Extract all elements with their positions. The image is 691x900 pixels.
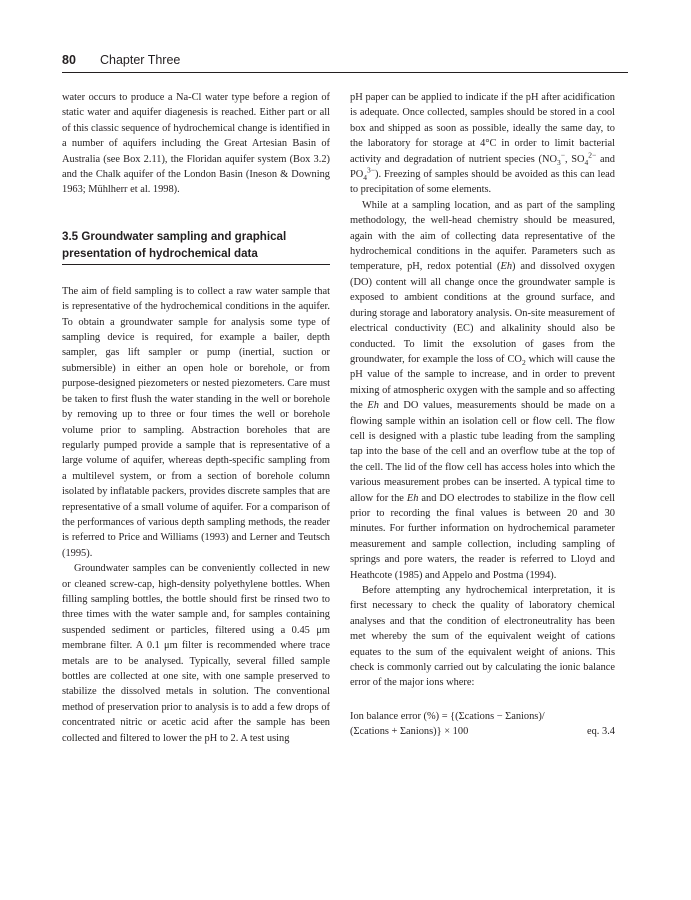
page-number: 80 — [62, 53, 76, 67]
text-run: While at a sampling location, and as part of the sampling methodology, the well-head chemistry should be measured, again with the aim of collecting data representative of the hydrochemical conditions in the aquifer. Parameters such as temperature, pH, redox potential ( — [350, 199, 615, 273]
text-run: and DO electrodes to stabilize in the flow cell prior to recording the final values is between 20 and 30 minutes. For further information on hydrochemical parameter measurement and sample collection, including sampling of springs and pore waters, the reader is referred to Lloyd and Heathcote (1985) and Appelo and Postma (1994). — [350, 492, 616, 581]
section-heading — [62, 228, 330, 265]
eh-symbol: Eh — [367, 400, 379, 412]
left-column — [62, 90, 330, 746]
paragraph-intro-continued: water occurs to produce a Na-Cl water type before a region of static water and aquifer diagenesis is reached. Either part or all of this classic sequence of hydrochemical change is identified in a number of aquifers including the Great Artesian Basin of Australia (see Box 2.11), the Floridan aquifer system (Box 3.2) and the Chalk aquifer of the London Basin (Ineson & Downing 1963; Mühlherr et al. 1998). — [62, 92, 330, 196]
right-column — [350, 90, 615, 740]
running-header — [62, 50, 628, 74]
equation-ion-balance — [350, 709, 615, 740]
paragraph-ph-storage — [350, 90, 615, 198]
chapter-title: Chapter Three — [100, 53, 181, 67]
text-run: and PO — [350, 153, 615, 181]
text-run: ). Freezing of samples should be avoided as this can lead to precipitation of some elements. — [350, 169, 615, 196]
paragraph-sample-bottles: Groundwater samples can be conveniently collected in new or cleaned screw-cap, high-density polyethylene bottles. When filling sampling bottles, the bottle should first be rinsed two to three times with the water sample and, for samples containing suspended sediment or particles, filtered using a 0.45 μm membrane filter. A 0.1 μm filter is recommended where trace metals are to be analysed. Typically, several filled sample bottles are collected at one site, with one sample preserved to stabilize the dissolved metals in solution. The conventional method of preservation prior to analysis is to add a few drops of concentrated nitric or acetic acid after the sample has been collected and filtered to lower the pH to 2. A test using — [62, 563, 330, 744]
text-run: and DO values, measurements should be made on a flowing sample within an isolation cell or flow cell. The flow cell is designed with a plastic tube leading from the sampling tap into the base of the cell and an overflow tube at the top of the cell. The lid of the flow cell has access holes into which the various measurement probes can be inserted. A typical time to allow for the — [350, 400, 616, 504]
co2-subscript: 2 — [521, 357, 526, 367]
text-run: pH paper can be applied to indicate if the pH after acidification is adequate. Once collected, samples should be stored in a cool box and shipped as soon as possible, ideally the same day, to the laboratory for storage at 4°C in order to limit bacterial activity and degradation of nutrient species (NO — [350, 92, 615, 165]
section-heading-rule — [62, 264, 330, 265]
paragraph-wellhead-chemistry — [350, 198, 615, 583]
equation-line-2-row — [350, 724, 615, 739]
equation-line-2: (Σcations + Σanions)} × 100 — [350, 726, 469, 738]
paragraph-ion-balance: Before attempting any hydrochemical interpretation, it is first necessary to check the quality of laboratory chemical analyses and that the condition of electroneutrality has been met whereby the sum of the equivalent weight of cations equates to the sum of the equivalent weight of anions. This check is commonly carried out by calculating the ionic balance error of the major ions where: — [350, 585, 615, 689]
text-run: , SO — [564, 153, 585, 165]
text-run: which will cause the pH value of the sample to increase, and in order to prevent mixing of atmospheric oxygen with the sample and so affecting the — [350, 353, 615, 412]
sulfate-subscript: 4 — [584, 157, 589, 167]
eh-symbol: Eh — [500, 261, 513, 273]
text-run: ) and dissolved oxygen (DO) content will all change once the groundwater sample is exposed to ambient conditions at the ground surface, and during storage and laboratory analysis. On-site measurement of electrical conductivity (EC) and alkalinity should also be conducted. To limit the exsolution of gases from the groundwater, for example the loss of CO — [350, 261, 615, 365]
paragraph-sampling-aim: The aim of field sampling is to collect a raw water sample that is representative of the hydrochemical conditions in the aquifer. To obtain a groundwater sample for analysis some type of sampling device is required, for example a bailer, depth sampler, gas lift sampler or pump (inertial, suction or submersible) in either an open hole or borehole, or from purpose-designed piezometers or nested piezometers. Care must be taken to first flush the water standing in the well or borehole by removing up to three or four times the well or borehole volume prior to sampling. Abstraction boreholes that are regularly pumped provide a sample that is representative of a large volume of aquifer, whereas depth-specific sampling from a multilevel system, or from a section of borehole column isolated by inflatable packers, provides discrete samples that are representative of a small volume of aquifer. For a comparison of the performances of various depth sampling methods, the reader is referred to Price and Williams (1993) and Lerner and Teutsch (1995). — [62, 285, 330, 559]
header-rule — [62, 72, 628, 73]
nitrate-subscript: 3 — [556, 157, 561, 167]
section-heading-text: 3.5 Groundwater sampling and graphical presentation of hydrochemical data — [62, 229, 287, 260]
equation-line-1: Ion balance error (%) = {(Σcations − Σanions)/ — [350, 710, 545, 722]
eh-symbol: Eh — [406, 492, 419, 504]
nitrate-charge: − — [560, 150, 565, 160]
sulfate-charge: 2− — [588, 150, 597, 160]
phosphate-subscript: 4 — [363, 173, 368, 183]
equation-label: eq. 3.4 — [587, 726, 615, 738]
phosphate-charge: 3− — [367, 165, 376, 175]
